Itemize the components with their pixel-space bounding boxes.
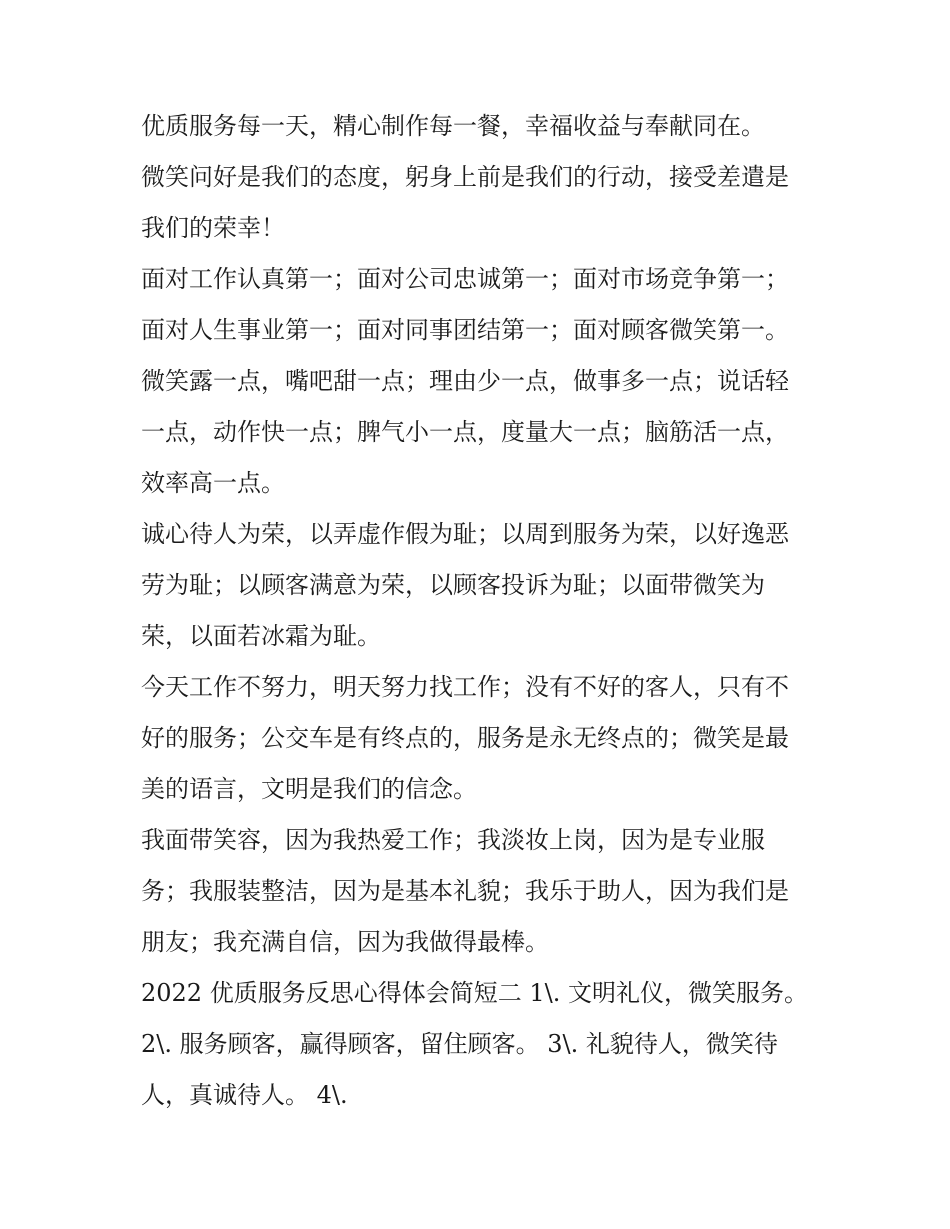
text-line: 面对人生事业第一；面对同事团结第一；面对顾客微笑第一。: [141, 316, 789, 344]
text-line: 人，真诚待人。 4\.: [141, 1081, 348, 1109]
text-line: 朋友；我充满自信，因为我做得最棒。: [141, 928, 549, 956]
text-line: 2\. 服务顾客，赢得顾客，留住顾客。 3\. 礼貌待人，微笑待: [141, 1030, 778, 1058]
text-line: 我们的荣幸！: [141, 214, 285, 242]
text-line: 微笑问好是我们的态度，躬身上前是我们的行动，接受差遣是: [141, 163, 789, 191]
text-line: 诚心待人为荣，以弄虚作假为耻；以周到服务为荣，以好逸恶: [141, 520, 789, 548]
text-line: 务；我服装整洁，因为是基本礼貌；我乐于助人，因为我们是: [141, 877, 789, 905]
text-line: 2022 优质服务反思心得体会简短二 1\. 文明礼仪，微笑服务。: [141, 979, 808, 1007]
text-line: 微笑露一点，嘴吧甜一点；理由少一点，做事多一点；说话轻: [141, 367, 789, 395]
text-line: 美的语言，文明是我们的信念。: [141, 775, 477, 803]
document-body: [141, 101, 813, 1121]
text-line: 好的服务；公交车是有终点的，服务是永无终点的；微笑是最: [141, 724, 789, 752]
text-line: 面对工作认真第一；面对公司忠诚第一；面对市场竞争第一；: [141, 265, 789, 293]
text-line: 今天工作不努力，明天努力找工作；没有不好的客人，只有不: [141, 673, 789, 701]
text-line: 荣，以面若冰霜为耻。: [141, 622, 381, 650]
text-line: 我面带笑容，因为我热爱工作；我淡妆上岗，因为是专业服: [141, 826, 765, 854]
text-line: 优质服务每一天，精心制作每一餐，幸福收益与奉献同在。: [141, 112, 765, 140]
text-line: 效率高一点。: [141, 469, 285, 497]
text-line: 劳为耻；以顾客满意为荣，以顾客投诉为耻；以面带微笑为: [141, 571, 765, 599]
text-line: 一点，动作快一点；脾气小一点，度量大一点；脑筋活一点，: [141, 418, 789, 446]
